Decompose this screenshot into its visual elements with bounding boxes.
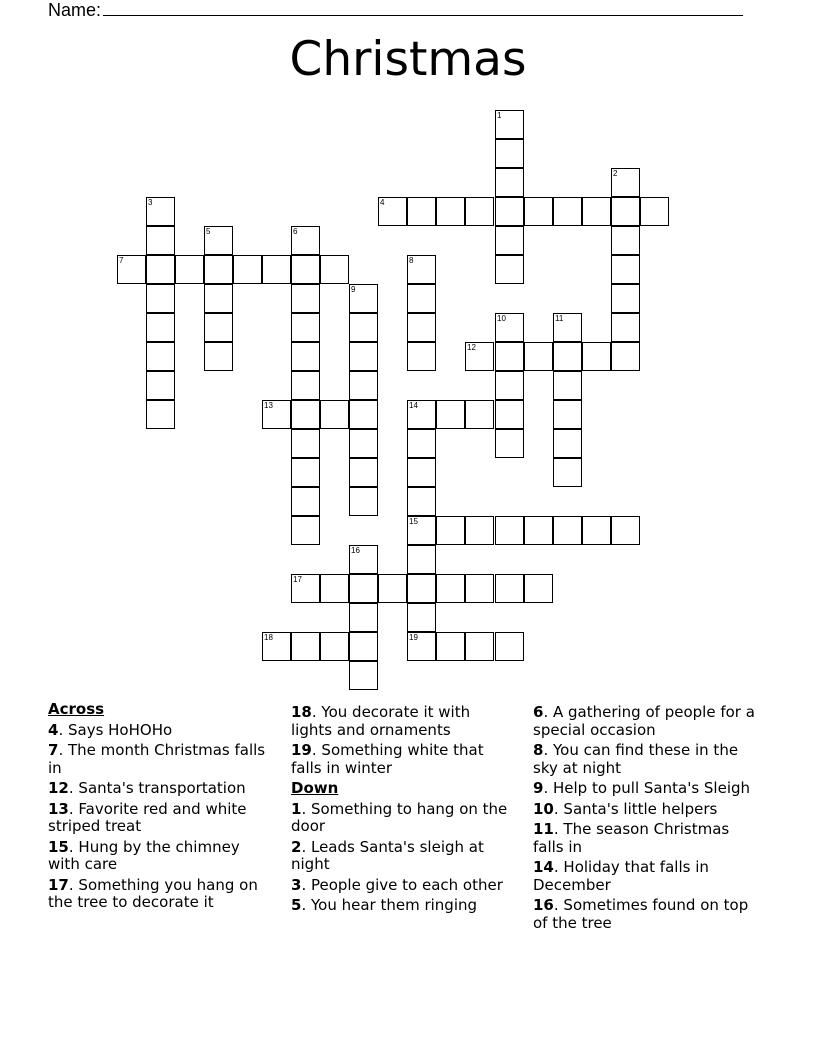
grid-cell[interactable]	[407, 313, 436, 342]
grid-cell[interactable]	[204, 313, 233, 342]
cell-number: 2	[613, 169, 618, 178]
grid-cell[interactable]	[407, 342, 436, 371]
down-clue-9: 9. Help to pull Santa's Sleigh	[533, 779, 751, 797]
grid-cell[interactable]	[320, 400, 349, 429]
grid-cell[interactable]	[349, 603, 378, 632]
clue-number: 7	[48, 741, 59, 759]
clue-text: You hear them ringing	[310, 896, 478, 914]
grid-cell[interactable]	[291, 429, 320, 458]
clue-text: Something to hang on the door	[291, 799, 508, 835]
grid-cell-16[interactable]	[349, 545, 378, 574]
grid-cell[interactable]	[640, 197, 669, 226]
clue-text: Santa's transportation	[78, 779, 246, 797]
grid-cell-6[interactable]	[291, 226, 320, 255]
grid-cell[interactable]	[524, 516, 553, 545]
clue-text: Holiday that falls in December	[533, 858, 709, 894]
grid-cell[interactable]	[291, 371, 320, 400]
cell-number: 10	[497, 314, 506, 323]
grid-cell[interactable]	[146, 284, 175, 313]
grid-cell[interactable]	[146, 313, 175, 342]
grid-cell[interactable]	[553, 197, 582, 226]
clue-number: 11	[533, 820, 554, 838]
down-clue-8: 8. You can find these in the sky at night	[533, 741, 739, 777]
grid-cell-19[interactable]	[407, 632, 436, 661]
cell-number: 6	[293, 227, 298, 236]
clue-text: Help to pull Santa's Sleigh	[552, 779, 751, 797]
cell-number: 16	[351, 546, 360, 555]
grid-cell[interactable]	[349, 400, 378, 429]
grid-cell[interactable]	[407, 458, 436, 487]
cell-number: 3	[148, 198, 153, 207]
grid-cell[interactable]	[553, 516, 582, 545]
grid-cell[interactable]	[320, 255, 349, 284]
grid-cell[interactable]	[146, 255, 175, 284]
grid-cell[interactable]	[524, 197, 553, 226]
grid-cell[interactable]	[407, 603, 436, 632]
clue-text: Something white that falls in winter	[291, 741, 484, 777]
grid-cell[interactable]	[582, 197, 611, 226]
grid-cell[interactable]	[349, 313, 378, 342]
grid-cell[interactable]	[291, 458, 320, 487]
grid-cell[interactable]	[611, 226, 640, 255]
clue-text: You can find these in the sky at night	[533, 741, 739, 777]
grid-cell[interactable]	[349, 632, 378, 661]
grid-cell[interactable]	[291, 487, 320, 516]
grid-cell[interactable]	[495, 516, 524, 545]
clue-number: 19	[291, 741, 312, 759]
grid-cell-2[interactable]	[611, 168, 640, 197]
grid-cell[interactable]	[175, 255, 204, 284]
grid-cell[interactable]	[291, 516, 320, 545]
grid-cell[interactable]	[146, 226, 175, 255]
grid-cell-17[interactable]	[291, 574, 320, 603]
across-clue-18: 18. You decorate it with lights and ornaments	[291, 703, 471, 739]
clue-number: 15	[48, 837, 69, 856]
grid-cell[interactable]	[349, 342, 378, 371]
grid-cell[interactable]	[495, 632, 524, 661]
cell-number: 19	[409, 633, 418, 642]
grid-cell[interactable]	[407, 429, 436, 458]
grid-cell[interactable]	[291, 284, 320, 313]
grid-cell[interactable]	[495, 168, 524, 197]
grid-cell[interactable]	[611, 284, 640, 313]
grid-cell[interactable]	[495, 400, 524, 429]
down-clue-16: 16. Sometimes found on top of the tree	[533, 896, 749, 932]
grid-cell[interactable]	[495, 139, 524, 168]
cell-number: 14	[409, 401, 418, 410]
cell-number: 15	[409, 517, 418, 526]
cell-number: 7	[119, 256, 124, 265]
grid-cell[interactable]	[495, 226, 524, 255]
clue-number: 17	[48, 875, 69, 894]
cell-number: 11	[555, 314, 564, 323]
clue-text: Says HoHOHo	[67, 720, 173, 739]
grid-cell[interactable]	[146, 371, 175, 400]
across-clue-15: 15. Hung by the chimney with care	[48, 837, 240, 873]
grid-cell[interactable]	[349, 429, 378, 458]
grid-cell[interactable]	[436, 197, 465, 226]
down-clue-5: 5. You hear them ringing	[291, 896, 478, 914]
clue-number: 8	[533, 741, 544, 759]
grid-cell[interactable]	[436, 516, 465, 545]
cell-number: 12	[467, 343, 476, 352]
grid-cell[interactable]	[204, 284, 233, 313]
grid-cell[interactable]	[524, 342, 553, 371]
grid-cell[interactable]	[524, 574, 553, 603]
clue-number: 18	[291, 703, 312, 721]
grid-cell[interactable]	[436, 632, 465, 661]
grid-cell[interactable]	[495, 342, 524, 371]
grid-cell[interactable]	[204, 255, 233, 284]
clue-number: 4	[48, 720, 59, 739]
clue-text: People give to each other	[310, 875, 503, 894]
clue-text: Santa's little helpers	[563, 799, 718, 818]
clue-number: 13	[48, 799, 69, 818]
grid-cell[interactable]	[465, 197, 494, 226]
grid-cell[interactable]	[146, 400, 175, 429]
grid-cell-8[interactable]	[407, 255, 436, 284]
down-clue-14: 14. Holiday that falls in December	[533, 858, 709, 894]
grid-cell[interactable]	[349, 487, 378, 516]
clue-text: Sometimes found on top of the tree	[533, 896, 749, 932]
grid-cell[interactable]	[407, 574, 436, 603]
grid-cell[interactable]	[495, 429, 524, 458]
grid-cell[interactable]	[291, 255, 320, 284]
cell-number: 8	[409, 256, 414, 265]
clue-text: The month Christmas falls in	[48, 741, 266, 777]
grid-cell[interactable]	[407, 197, 436, 226]
across-clue-17: 17. Something you hang on the tree to decorate it	[48, 875, 258, 911]
clue-column-3	[533, 701, 763, 932]
grid-cell[interactable]	[291, 400, 320, 429]
grid-cell[interactable]	[582, 516, 611, 545]
grid-cell[interactable]	[465, 516, 494, 545]
grid-cell-10[interactable]	[495, 313, 524, 342]
grid-cell[interactable]	[407, 545, 436, 574]
clue-number: 5	[291, 896, 302, 914]
grid-cell[interactable]	[611, 313, 640, 342]
cell-number: 4	[380, 198, 385, 207]
grid-cell[interactable]	[495, 255, 524, 284]
grid-cell-9[interactable]	[349, 284, 378, 313]
clue-text: You decorate it with lights and ornaments	[291, 703, 471, 739]
grid-cell[interactable]	[465, 574, 494, 603]
grid-cell[interactable]	[320, 574, 349, 603]
grid-cell[interactable]	[320, 632, 349, 661]
across-heading: Across	[48, 700, 105, 718]
clue-text: A gathering of people for a special occasion	[533, 703, 755, 739]
grid-cell[interactable]	[465, 400, 494, 429]
clue-number: 9	[533, 779, 544, 797]
grid-cell[interactable]	[611, 516, 640, 545]
cell-number: 13	[264, 401, 273, 410]
clue-number: 3	[291, 875, 302, 894]
clue-number: 2	[291, 837, 302, 856]
clue-text: Something you hang on the tree to decorate it	[48, 875, 258, 911]
grid-cell-11[interactable]	[553, 313, 582, 342]
cell-number: 1	[497, 111, 502, 120]
grid-cell[interactable]	[204, 342, 233, 371]
clue-column-1	[48, 701, 270, 912]
grid-cell[interactable]	[611, 197, 640, 226]
clue-text: Favorite red and white striped treat	[48, 799, 247, 835]
grid-cell-18[interactable]	[262, 632, 291, 661]
cell-number: 5	[206, 227, 211, 236]
grid-cell-4[interactable]	[378, 197, 407, 226]
clue-text: The season Christmas falls in	[533, 820, 730, 856]
down-clue-2: 2. Leads Santa's sleigh at night	[291, 837, 484, 873]
across-clue-7: 7. The month Christmas falls in	[48, 741, 266, 777]
grid-cell[interactable]	[291, 632, 320, 661]
grid-cell[interactable]	[495, 197, 524, 226]
grid-cell-12[interactable]	[465, 342, 494, 371]
grid-cell[interactable]	[436, 574, 465, 603]
grid-cell[interactable]	[611, 255, 640, 284]
grid-cell[interactable]	[495, 371, 524, 400]
cell-number: 9	[351, 285, 356, 294]
clue-column-2	[291, 701, 513, 915]
grid-cell[interactable]	[553, 400, 582, 429]
cell-number: 17	[293, 575, 302, 584]
grid-cell-14[interactable]	[407, 400, 436, 429]
cell-number: 18	[264, 633, 273, 642]
puzzle-title: Christmas	[289, 32, 527, 87]
grid-cell[interactable]	[553, 458, 582, 487]
across-clue-12: 12. Santa's transportation	[48, 779, 246, 797]
grid-cell-13[interactable]	[262, 400, 291, 429]
clue-number: 12	[48, 779, 69, 797]
grid-cell[interactable]	[495, 574, 524, 603]
down-clue-10: 10. Santa's little helpers	[533, 799, 718, 818]
grid-cell[interactable]	[378, 574, 407, 603]
down-clue-6: 6. A gathering of people for a special occasion	[533, 703, 755, 739]
grid-cell[interactable]	[233, 255, 262, 284]
grid-cell-7[interactable]	[117, 255, 146, 284]
grid-cell-3[interactable]	[146, 197, 175, 226]
grid-cell[interactable]	[611, 342, 640, 371]
grid-cell[interactable]	[436, 400, 465, 429]
across-clue-13: 13. Favorite red and white striped treat	[48, 799, 247, 835]
grid-cell[interactable]	[349, 458, 378, 487]
grid-cell-1[interactable]	[495, 110, 524, 139]
down-clue-1: 1. Something to hang on the door	[291, 799, 508, 835]
grid-cell-5[interactable]	[204, 226, 233, 255]
grid-cell-15[interactable]	[407, 516, 436, 545]
clue-number: 10	[533, 799, 554, 818]
grid-cell[interactable]	[262, 255, 291, 284]
down-clue-3: 3. People give to each other	[291, 875, 503, 894]
grid-cell[interactable]	[146, 342, 175, 371]
clue-text: Leads Santa's sleigh at night	[291, 837, 484, 873]
name-label: Name:	[48, 0, 102, 20]
grid-cell[interactable]	[553, 371, 582, 400]
down-clue-11: 11. The season Christmas falls in	[533, 820, 730, 856]
clue-number: 16	[533, 896, 554, 914]
grid-cell[interactable]	[407, 487, 436, 516]
grid-cell[interactable]	[407, 284, 436, 313]
clue-number: 14	[533, 858, 554, 876]
grid-cell[interactable]	[349, 371, 378, 400]
clue-text: Hung by the chimney with care	[48, 837, 240, 873]
grid-cell[interactable]	[582, 342, 611, 371]
across-clue-4: 4. Says HoHOHo	[48, 720, 173, 739]
grid-cell[interactable]	[291, 342, 320, 371]
clue-number: 1	[291, 799, 302, 818]
clue-number: 6	[533, 703, 544, 721]
grid-cell[interactable]	[465, 632, 494, 661]
grid-cell[interactable]	[553, 429, 582, 458]
grid-cell[interactable]	[349, 574, 378, 603]
grid-cell[interactable]	[291, 313, 320, 342]
down-heading: Down	[291, 779, 339, 797]
grid-cell[interactable]	[553, 342, 582, 371]
across-clue-19: 19. Something white that falls in winter	[291, 741, 484, 777]
grid-cell[interactable]	[349, 661, 378, 690]
